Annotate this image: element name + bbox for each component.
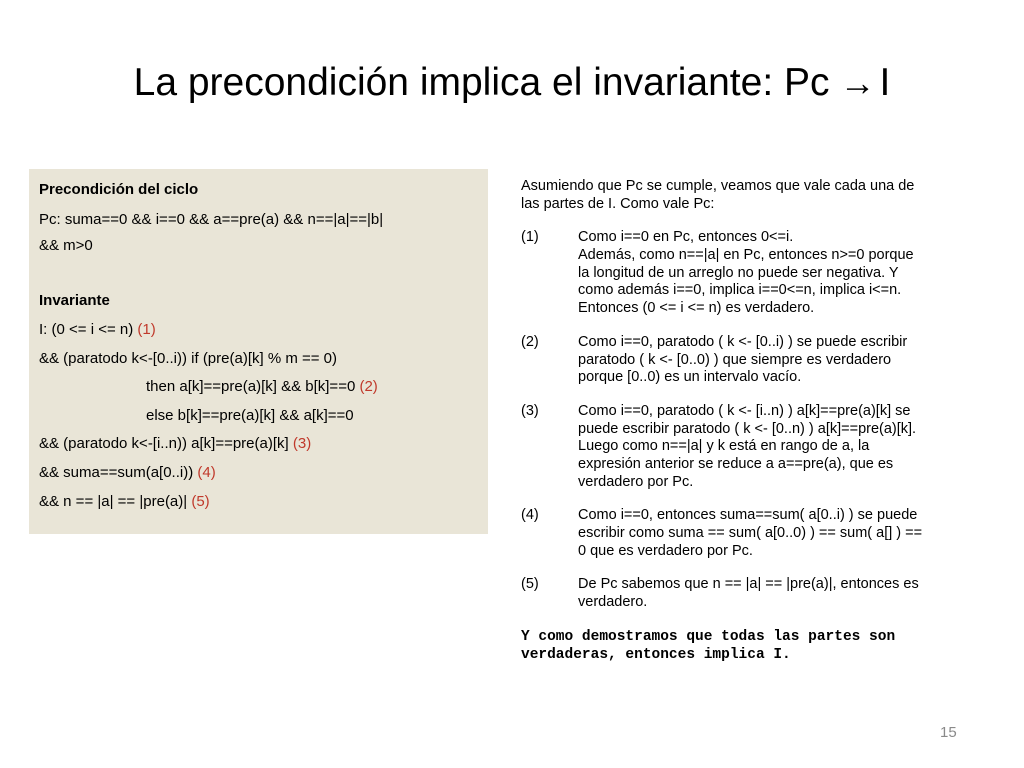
proof-item-5 — [521, 576, 989, 611]
proof-item-body — [578, 576, 989, 611]
invariant-header: Invariante — [39, 292, 110, 309]
proof-item-line: De Pc sabemos que n == |a| == |pre(a)|, entonces es — [578, 576, 919, 593]
proof-item-body — [578, 229, 989, 317]
proof-item-line: Como i==0, paratodo ( k <- [0..i) ) se puede escribir — [578, 333, 908, 350]
proof-item-line: expresión anterior se reduce a a==pre(a), que es — [578, 455, 894, 472]
proof-item-line: Además, como n==|a| en Pc, entonces n>=0 porque — [578, 247, 914, 264]
proof-item-body — [578, 334, 989, 387]
invariant-tag-4: (4) — [197, 464, 216, 481]
proof-intro-line-1: Asumiendo que Pc se cumple, veamos que vale cada una de — [521, 178, 915, 194]
slide-title-main: La precondición implica el invariante: Pc — [133, 61, 830, 104]
precondition-invariant-box — [29, 169, 488, 534]
proof-item-line: Como i==0 en Pc, entonces 0<=i. — [578, 229, 794, 246]
proof-item-line: porque [0..0) es un intervalo vacío. — [578, 369, 802, 386]
proof-item-body — [578, 507, 989, 560]
invariant-line-7 — [39, 493, 210, 510]
invariant-tag-2: (2) — [359, 378, 378, 395]
proof-item-2 — [521, 334, 989, 387]
invariant-line-1 — [39, 321, 156, 338]
proof-intro — [521, 178, 989, 213]
proof-item-4 — [521, 507, 989, 560]
proof-item-line: Como i==0, entonces suma==sum( a[0..i) ) se puede — [578, 507, 918, 524]
precondition-line-1: Pc: suma==0 && i==0 && a==pre(a) && n==|a|==|b| — [39, 211, 384, 228]
proof-item-line: Como i==0, paratodo ( k <- [i..n) ) a[k]==pre(a)[k] se — [578, 402, 911, 419]
invariant-line-6-text: && suma==sum(a[0..i)) — [39, 464, 198, 481]
precondition-line-2: && m>0 — [39, 237, 93, 254]
invariant-line-7-text: && n == |a| == |pre(a)| — [39, 493, 192, 510]
invariant-line-2: && (paratodo k<-[0..i)) if (pre(a)[k] % m == 0) — [39, 350, 338, 367]
right-arrow-icon: → — [839, 62, 876, 103]
page-number: 15 — [940, 724, 957, 741]
invariant-line-5 — [39, 435, 311, 452]
proof-item-line: como además i==0, implica i==0<=n, implica i<=n. — [578, 282, 902, 299]
proof-conclusion-line-2: verdaderas, entonces implica I. — [521, 646, 791, 663]
proof-item-line: escribir como suma == sum( a[0..0) ) == sum( a[] ) == — [578, 525, 923, 541]
proof-item-body — [578, 403, 989, 491]
proof-item-3 — [521, 403, 989, 491]
slide-title — [0, 60, 1024, 107]
proof-conclusion-line-1: Y como demostramos que todas las partes son — [521, 628, 896, 645]
invariant-tag-3: (3) — [292, 435, 312, 452]
proof-item-number: (1) — [521, 229, 539, 246]
proof-item-line: Entonces (0 <= i <= n) es verdadero. — [578, 300, 815, 317]
proof-item-line: Luego como n==|a| y k está en rango de a, la — [578, 438, 870, 455]
invariant-tag-1: (1) — [137, 321, 156, 338]
proof-item-line: verdadero. — [578, 594, 648, 611]
proof-item-line: 0 que es verdadero por Pc. — [578, 542, 753, 559]
proof-item-1 — [521, 229, 989, 317]
proof-item-line: puede escribir paratodo ( k <- [0..n) ) a[k]==pre(a)[k]. — [578, 420, 917, 437]
proof-item-line: verdadero por Pc. — [578, 473, 694, 490]
invariant-line-3-text: then a[k]==pre(a)[k] && b[k]==0 — [146, 378, 360, 395]
proof-conclusion — [521, 628, 989, 664]
precondition-header: Precondición del ciclo — [39, 181, 199, 198]
proof-item-number: (4) — [521, 507, 539, 524]
invariant-line-1-text: I: (0 <= i <= n) — [39, 321, 138, 338]
proof-item-number: (3) — [521, 402, 539, 419]
proof-item-number: (2) — [521, 333, 539, 350]
proof-item-number: (5) — [521, 576, 539, 593]
invariant-line-4: else b[k]==pre(a)[k] && a[k]==0 — [146, 407, 354, 424]
proof-item-line: paratodo ( k <- [0..0) ) que siempre es verdadero — [578, 351, 892, 368]
proof-text — [521, 178, 989, 664]
invariant-line-3 — [146, 378, 378, 395]
proof-item-line: la longitud de un arreglo no puede ser negativa. Y — [578, 264, 899, 281]
slide-title-tail: I — [879, 61, 891, 104]
invariant-line-6 — [39, 464, 216, 481]
invariant-line-5-text: && (paratodo k<-[i..n)) a[k]==pre(a)[k] — [39, 435, 293, 452]
invariant-tag-5: (5) — [191, 493, 210, 510]
proof-intro-line-2: las partes de I. Como vale Pc: — [521, 195, 715, 212]
